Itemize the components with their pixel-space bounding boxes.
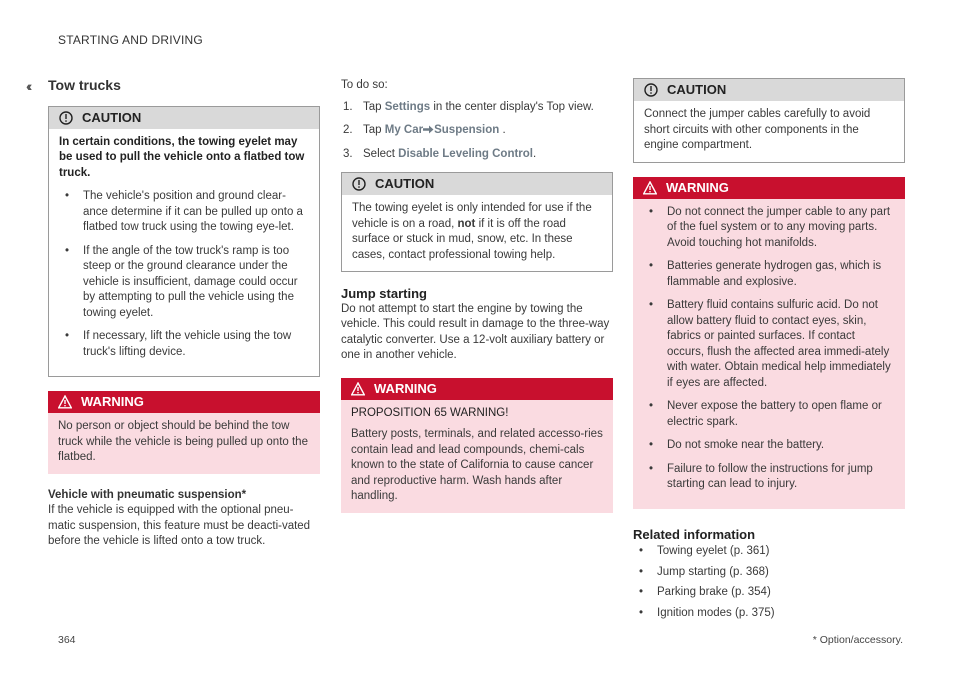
caution-label: CAUTION [667, 82, 727, 98]
caution-text-part: if it is off the road surface or stuck in mud, snow, etc. In these cases, contact professional towing help. [352, 217, 573, 261]
ui-label-disable-leveling: Disable Leveling Control [398, 147, 533, 160]
related-information-title: Related information [633, 526, 756, 542]
caution-box [48, 106, 320, 378]
warning-label: WARNING [374, 380, 437, 396]
column-2 [341, 78, 613, 527]
caution-header [342, 173, 612, 195]
step-number: 2. [343, 124, 353, 136]
caution-lead: In certain conditions, the towing eyelet may be used to pull the vehicle onto a flatbed tow truck. [59, 135, 305, 179]
caution-text [342, 195, 612, 271]
warning-header [633, 177, 905, 199]
step-item [341, 147, 613, 163]
step-text: Tap [363, 100, 385, 113]
caution-label: CAUTION [375, 176, 435, 192]
step-text: Tap [363, 124, 385, 136]
list-item: • If the angle of the tow truck's ramp is too steep or the ground clearance under the vehicle is insufficient, damage could occur by attempting to pull the vehicle using the towing eyelet. [59, 244, 309, 322]
step-text: . [499, 124, 506, 136]
caution-text-bold: not [457, 217, 476, 230]
list-item: • Do not connect the jumper cable to any part of the fuel system or to any moving parts. Avoid touching hot manifolds. [643, 205, 895, 252]
warning-triangle-icon [351, 382, 365, 396]
caution-icon [352, 177, 366, 191]
caution-header [634, 79, 904, 101]
jump-starting-text: Do not attempt to start the engine by towing the vehicle. This could result in damage to the three-way catalytic converter. Use a 12-volt auxiliary battery or one in another vehicle. [341, 302, 610, 361]
warning-lead: PROPOSITION 65 WARNING! [351, 406, 509, 419]
related-link[interactable]: • Ignition modes (p. 375) [633, 606, 905, 622]
list-item: • Battery fluid contains sulfuric acid. Do not allow battery fluid to contact eyes, skin, fabrics or painted surfaces. If contact occurs, flush the affected area immedi-ately with water. Obtain medical help immediately if eyes are affected. [643, 298, 895, 391]
ui-label-settings: Settings [384, 100, 431, 113]
list-item: • Batteries generate hydrogen gas, which is flammable and explosive. [643, 259, 895, 290]
caution-label: CAUTION [82, 109, 142, 125]
warning-triangle-icon [643, 181, 657, 195]
step-text: in the center display's Top view. [430, 100, 594, 113]
warning-text: No person or object should be behind the tow truck while the vehicle is being pulled up onto the flatbed. [48, 413, 320, 474]
warning-label: WARNING [81, 394, 144, 410]
section-title-text: Tow trucks [48, 77, 121, 93]
list-item: • The vehicle's position and ground clear-ance determine if it can be pulled up onto a flatbed tow truck using the towing eye-let. [59, 189, 309, 236]
list-item: • Failure to follow the instructions for jump starting can lead to injury. [643, 462, 895, 493]
related-link[interactable]: • Jump starting (p. 368) [633, 565, 905, 581]
step-item [341, 100, 613, 116]
related-list [633, 544, 905, 621]
step-item [341, 123, 613, 139]
warning-triangle-icon [58, 395, 72, 409]
caution-header [49, 107, 319, 129]
step-number: 3. [343, 147, 353, 160]
caution-text-part: The towing eyelet is only intended for use if the vehicle is on a road, [352, 202, 592, 230]
list-item: • Never expose the battery to open flame or electric spark. [643, 399, 895, 430]
subsection-title: Vehicle with pneumatic suspension* [48, 488, 247, 501]
caution-text: Connect the jumper cables carefully to avoid short circuits with other components in the engine compartment. [644, 108, 871, 151]
list-item: • Do not smoke near the battery. [643, 438, 895, 454]
caution-icon [644, 83, 658, 97]
section-title-jump-starting: Jump starting [341, 286, 427, 301]
intro-text: To do so: [341, 79, 388, 91]
warning-header [341, 378, 613, 400]
warning-box [633, 177, 905, 509]
warning-box [48, 391, 320, 474]
warning-label: WARNING [666, 179, 729, 195]
footnote: * Option/accessory. [812, 634, 903, 646]
related-link[interactable]: • Towing eyelet (p. 361) [633, 544, 905, 560]
subsection-text: If the vehicle is equipped with the optional pneu-matic suspension, this feature must be deacti-vated before the vehicle is lifted onto a tow truck. [48, 504, 311, 547]
caution-box [633, 78, 905, 163]
ui-label-suspension: Suspension [434, 124, 500, 136]
warning-box [341, 378, 613, 513]
section-title-tow-trucks [26, 77, 320, 94]
ui-label-my-car: My Car [384, 124, 424, 136]
warning-header [48, 391, 320, 413]
steps-list [341, 100, 613, 163]
warning-text: Battery posts, terminals, and related accesso-ries contain lead and lead compounds, chemi-cals known to the state of California to cause cancer and reproductive harm. Wash hands after handling. [351, 428, 603, 502]
caution-box [341, 172, 613, 272]
page-number: 364 [58, 634, 76, 646]
step-number: 1. [343, 100, 353, 113]
step-text: . [533, 147, 537, 160]
column-1 [26, 77, 320, 550]
related-link[interactable]: • Parking brake (p. 354) [633, 585, 905, 601]
column-3 [633, 78, 905, 626]
list-item: • If necessary, lift the vehicle using the tow truck's lifting device. [59, 329, 309, 360]
caution-icon [59, 111, 73, 125]
double-chevron-left-icon[interactable]: ‹‹ [26, 78, 30, 94]
arrow-right-icon [423, 125, 434, 134]
page-header: STARTING AND DRIVING [58, 33, 203, 47]
step-text: Select [363, 147, 399, 160]
